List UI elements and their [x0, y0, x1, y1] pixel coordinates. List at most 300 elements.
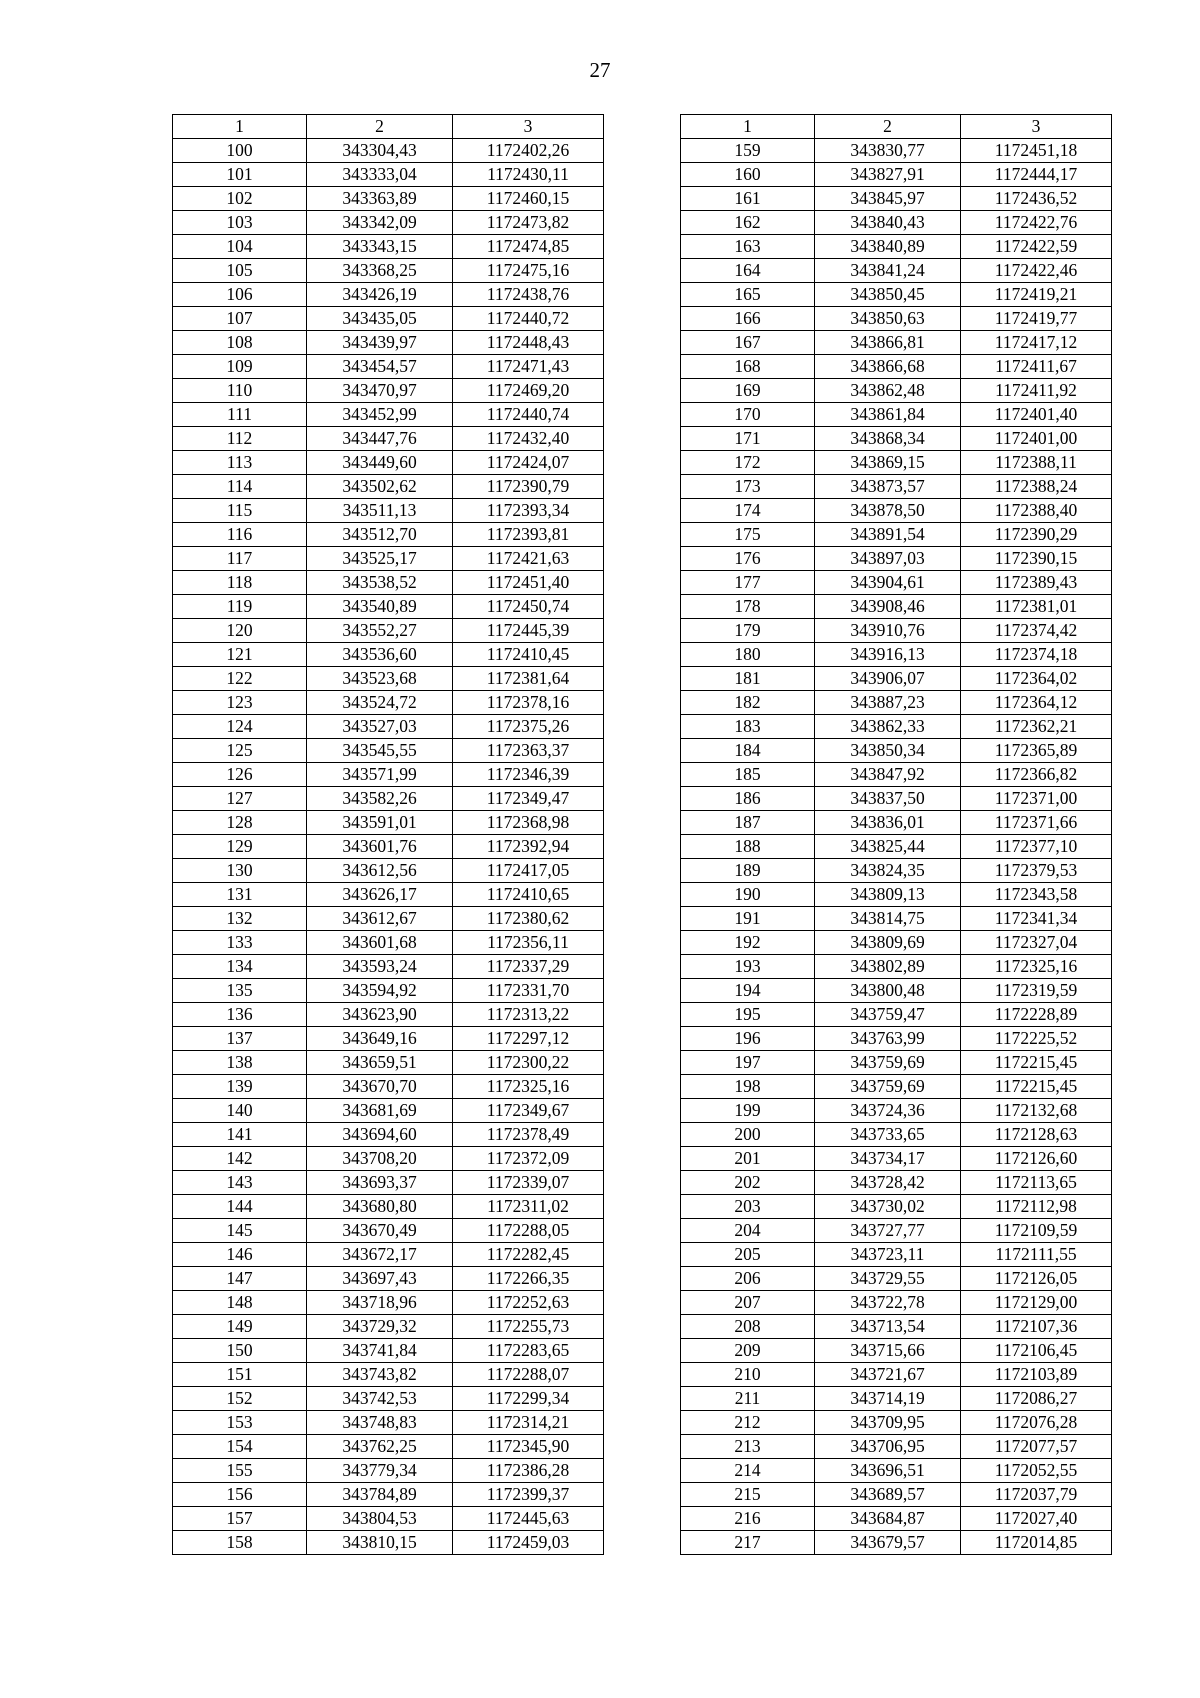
- y-coordinate-cell: 1172448,43: [453, 331, 604, 355]
- y-coordinate-cell: 1172422,46: [961, 259, 1112, 283]
- y-coordinate-cell: 1172402,26: [453, 139, 604, 163]
- point-number-cell: 122: [173, 667, 307, 691]
- x-coordinate-cell: 343802,89: [815, 955, 961, 979]
- table-row: [681, 139, 1112, 163]
- y-coordinate-cell: 1172319,59: [961, 979, 1112, 1003]
- x-coordinate-cell: 343868,34: [815, 427, 961, 451]
- x-coordinate-cell: 343527,03: [307, 715, 453, 739]
- y-coordinate-cell: 1172430,11: [453, 163, 604, 187]
- y-coordinate-cell: 1172389,43: [961, 571, 1112, 595]
- table-row: [173, 475, 604, 499]
- y-coordinate-cell: 1172086,27: [961, 1387, 1112, 1411]
- table-row: [681, 307, 1112, 331]
- table-row: [173, 1411, 604, 1435]
- x-coordinate-cell: 343626,17: [307, 883, 453, 907]
- table-row: [681, 1483, 1112, 1507]
- y-coordinate-cell: 1172450,74: [453, 595, 604, 619]
- table-row: [681, 715, 1112, 739]
- y-coordinate-cell: 1172451,18: [961, 139, 1112, 163]
- x-coordinate-cell: 343342,09: [307, 211, 453, 235]
- table-row: [173, 379, 604, 403]
- x-coordinate-cell: 343887,23: [815, 691, 961, 715]
- header-cell-2: 2: [815, 115, 961, 139]
- point-number-cell: 167: [681, 331, 815, 355]
- point-number-cell: 133: [173, 931, 307, 955]
- point-number-cell: 191: [681, 907, 815, 931]
- x-coordinate-cell: 343862,33: [815, 715, 961, 739]
- x-coordinate-cell: 343861,84: [815, 403, 961, 427]
- point-number-cell: 209: [681, 1339, 815, 1363]
- point-number-cell: 194: [681, 979, 815, 1003]
- point-number-cell: 195: [681, 1003, 815, 1027]
- x-coordinate-cell: 343845,97: [815, 187, 961, 211]
- point-number-cell: 185: [681, 763, 815, 787]
- table-row: [681, 835, 1112, 859]
- y-coordinate-cell: 1172132,68: [961, 1099, 1112, 1123]
- point-number-cell: 146: [173, 1243, 307, 1267]
- y-coordinate-cell: 1172375,26: [453, 715, 604, 739]
- point-number-cell: 162: [681, 211, 815, 235]
- x-coordinate-cell: 343763,99: [815, 1027, 961, 1051]
- table-row: [681, 1507, 1112, 1531]
- y-coordinate-cell: 1172379,53: [961, 859, 1112, 883]
- table-row: [681, 1315, 1112, 1339]
- x-coordinate-cell: 343594,92: [307, 979, 453, 1003]
- table-row: [681, 427, 1112, 451]
- point-number-cell: 156: [173, 1483, 307, 1507]
- point-number-cell: 169: [681, 379, 815, 403]
- y-coordinate-cell: 1172422,59: [961, 235, 1112, 259]
- table-row: [173, 1123, 604, 1147]
- table-row: [681, 1195, 1112, 1219]
- y-coordinate-cell: 1172109,59: [961, 1219, 1112, 1243]
- table-row: [173, 259, 604, 283]
- point-number-cell: 134: [173, 955, 307, 979]
- y-coordinate-cell: 1172215,45: [961, 1051, 1112, 1075]
- point-number-cell: 179: [681, 619, 815, 643]
- y-coordinate-cell: 1172388,11: [961, 451, 1112, 475]
- point-number-cell: 189: [681, 859, 815, 883]
- point-number-cell: 153: [173, 1411, 307, 1435]
- table-row: [173, 1507, 604, 1531]
- y-coordinate-cell: 1172325,16: [961, 955, 1112, 979]
- x-coordinate-cell: 343836,01: [815, 811, 961, 835]
- table-row: [173, 1219, 604, 1243]
- y-coordinate-cell: 1172438,76: [453, 283, 604, 307]
- y-coordinate-cell: 1172106,45: [961, 1339, 1112, 1363]
- x-coordinate-cell: 343680,80: [307, 1195, 453, 1219]
- point-number-cell: 200: [681, 1123, 815, 1147]
- y-coordinate-cell: 1172377,10: [961, 835, 1112, 859]
- x-coordinate-cell: 343709,95: [815, 1411, 961, 1435]
- header-cell-2: 2: [307, 115, 453, 139]
- point-number-cell: 205: [681, 1243, 815, 1267]
- x-coordinate-cell: 343723,11: [815, 1243, 961, 1267]
- y-coordinate-cell: 1172076,28: [961, 1411, 1112, 1435]
- point-number-cell: 107: [173, 307, 307, 331]
- point-number-cell: 165: [681, 283, 815, 307]
- x-coordinate-cell: 343825,44: [815, 835, 961, 859]
- y-coordinate-cell: 1172366,82: [961, 763, 1112, 787]
- point-number-cell: 145: [173, 1219, 307, 1243]
- point-number-cell: 149: [173, 1315, 307, 1339]
- table-row: [681, 1459, 1112, 1483]
- y-coordinate-cell: 1172388,40: [961, 499, 1112, 523]
- y-coordinate-cell: 1172325,16: [453, 1075, 604, 1099]
- x-coordinate-cell: 343552,27: [307, 619, 453, 643]
- y-coordinate-cell: 1172349,47: [453, 787, 604, 811]
- y-coordinate-cell: 1172343,58: [961, 883, 1112, 907]
- coordinates-table-left: [172, 114, 604, 1555]
- point-number-cell: 109: [173, 355, 307, 379]
- x-coordinate-cell: 343850,34: [815, 739, 961, 763]
- point-number-cell: 210: [681, 1363, 815, 1387]
- point-number-cell: 174: [681, 499, 815, 523]
- x-coordinate-cell: 343689,57: [815, 1483, 961, 1507]
- x-coordinate-cell: 343536,60: [307, 643, 453, 667]
- table-row: [173, 715, 604, 739]
- y-coordinate-cell: 1172027,40: [961, 1507, 1112, 1531]
- y-coordinate-cell: 1172419,77: [961, 307, 1112, 331]
- y-coordinate-cell: 1172266,35: [453, 1267, 604, 1291]
- x-coordinate-cell: 343612,56: [307, 859, 453, 883]
- y-coordinate-cell: 1172381,64: [453, 667, 604, 691]
- y-coordinate-cell: 1172422,76: [961, 211, 1112, 235]
- point-number-cell: 181: [681, 667, 815, 691]
- point-number-cell: 150: [173, 1339, 307, 1363]
- table-row: [173, 499, 604, 523]
- x-coordinate-cell: 343724,36: [815, 1099, 961, 1123]
- point-number-cell: 101: [173, 163, 307, 187]
- x-coordinate-cell: 343779,34: [307, 1459, 453, 1483]
- point-number-cell: 202: [681, 1171, 815, 1195]
- x-coordinate-cell: 343759,69: [815, 1051, 961, 1075]
- y-coordinate-cell: 1172113,65: [961, 1171, 1112, 1195]
- y-coordinate-cell: 1172128,63: [961, 1123, 1112, 1147]
- x-coordinate-cell: 343906,07: [815, 667, 961, 691]
- y-coordinate-cell: 1172126,05: [961, 1267, 1112, 1291]
- x-coordinate-cell: 343730,02: [815, 1195, 961, 1219]
- header-cell-1: 1: [173, 115, 307, 139]
- x-coordinate-cell: 343910,76: [815, 619, 961, 643]
- point-number-cell: 171: [681, 427, 815, 451]
- x-coordinate-cell: 343904,61: [815, 571, 961, 595]
- point-number-cell: 139: [173, 1075, 307, 1099]
- y-coordinate-cell: 1172411,92: [961, 379, 1112, 403]
- table-row: [173, 1387, 604, 1411]
- point-number-cell: 212: [681, 1411, 815, 1435]
- point-number-cell: 119: [173, 595, 307, 619]
- point-number-cell: 184: [681, 739, 815, 763]
- table-row: [173, 403, 604, 427]
- y-coordinate-cell: 1172380,62: [453, 907, 604, 931]
- x-coordinate-cell: 343715,66: [815, 1339, 961, 1363]
- x-coordinate-cell: 343623,90: [307, 1003, 453, 1027]
- table-row: [681, 691, 1112, 715]
- point-number-cell: 114: [173, 475, 307, 499]
- table-row: [173, 1339, 604, 1363]
- y-coordinate-cell: 1172300,22: [453, 1051, 604, 1075]
- coordinates-table-right: [680, 114, 1112, 1555]
- y-coordinate-cell: 1172339,07: [453, 1171, 604, 1195]
- point-number-cell: 104: [173, 235, 307, 259]
- table-row: [681, 1411, 1112, 1435]
- header-cell-3: 3: [961, 115, 1112, 139]
- table-row: [173, 787, 604, 811]
- table-row: [681, 1003, 1112, 1027]
- table-row: [173, 955, 604, 979]
- x-coordinate-cell: 343841,24: [815, 259, 961, 283]
- point-number-cell: 187: [681, 811, 815, 835]
- y-coordinate-cell: 1172451,40: [453, 571, 604, 595]
- y-coordinate-cell: 1172126,60: [961, 1147, 1112, 1171]
- x-coordinate-cell: 343696,51: [815, 1459, 961, 1483]
- x-coordinate-cell: 343649,16: [307, 1027, 453, 1051]
- table-row: [681, 811, 1112, 835]
- point-number-cell: 136: [173, 1003, 307, 1027]
- point-number-cell: 106: [173, 283, 307, 307]
- table-row: [681, 955, 1112, 979]
- y-coordinate-cell: 1172331,70: [453, 979, 604, 1003]
- x-coordinate-cell: 343824,35: [815, 859, 961, 883]
- x-coordinate-cell: 343545,55: [307, 739, 453, 763]
- x-coordinate-cell: 343601,68: [307, 931, 453, 955]
- x-coordinate-cell: 343343,15: [307, 235, 453, 259]
- y-coordinate-cell: 1172401,40: [961, 403, 1112, 427]
- point-number-cell: 166: [681, 307, 815, 331]
- point-number-cell: 154: [173, 1435, 307, 1459]
- y-coordinate-cell: 1172349,67: [453, 1099, 604, 1123]
- point-number-cell: 164: [681, 259, 815, 283]
- x-coordinate-cell: 343670,49: [307, 1219, 453, 1243]
- table-row: [681, 571, 1112, 595]
- x-coordinate-cell: 343659,51: [307, 1051, 453, 1075]
- point-number-cell: 207: [681, 1291, 815, 1315]
- table-row: [173, 1267, 604, 1291]
- y-coordinate-cell: 1172390,29: [961, 523, 1112, 547]
- point-number-cell: 206: [681, 1267, 815, 1291]
- point-number-cell: 143: [173, 1171, 307, 1195]
- x-coordinate-cell: 343733,65: [815, 1123, 961, 1147]
- y-coordinate-cell: 1172419,21: [961, 283, 1112, 307]
- point-number-cell: 147: [173, 1267, 307, 1291]
- table-row: [173, 283, 604, 307]
- point-number-cell: 131: [173, 883, 307, 907]
- x-coordinate-cell: 343502,62: [307, 475, 453, 499]
- x-coordinate-cell: 343540,89: [307, 595, 453, 619]
- point-number-cell: 161: [681, 187, 815, 211]
- y-coordinate-cell: 1172362,21: [961, 715, 1112, 739]
- y-coordinate-cell: 1172112,98: [961, 1195, 1112, 1219]
- table-row: [681, 1243, 1112, 1267]
- y-coordinate-cell: 1172346,39: [453, 763, 604, 787]
- x-coordinate-cell: 343693,37: [307, 1171, 453, 1195]
- table-row: [681, 259, 1112, 283]
- table-row: [681, 1387, 1112, 1411]
- table-row: [173, 643, 604, 667]
- point-number-cell: 192: [681, 931, 815, 955]
- point-number-cell: 132: [173, 907, 307, 931]
- y-coordinate-cell: 1172378,49: [453, 1123, 604, 1147]
- point-number-cell: 103: [173, 211, 307, 235]
- x-coordinate-cell: 343840,89: [815, 235, 961, 259]
- page-number: 27: [589, 58, 611, 82]
- table-row: [681, 1171, 1112, 1195]
- table-row: [681, 1099, 1112, 1123]
- x-coordinate-cell: 343697,43: [307, 1267, 453, 1291]
- x-coordinate-cell: 343722,78: [815, 1291, 961, 1315]
- x-coordinate-cell: 343524,72: [307, 691, 453, 715]
- y-coordinate-cell: 1172440,74: [453, 403, 604, 427]
- x-coordinate-cell: 343891,54: [815, 523, 961, 547]
- point-number-cell: 100: [173, 139, 307, 163]
- x-coordinate-cell: 343511,13: [307, 499, 453, 523]
- x-coordinate-cell: 343538,52: [307, 571, 453, 595]
- point-number-cell: 160: [681, 163, 815, 187]
- table-row: [681, 619, 1112, 643]
- x-coordinate-cell: 343743,82: [307, 1363, 453, 1387]
- table-row: [173, 1243, 604, 1267]
- table-row: [173, 883, 604, 907]
- table-row: [173, 331, 604, 355]
- point-number-cell: 188: [681, 835, 815, 859]
- y-coordinate-cell: 1172440,72: [453, 307, 604, 331]
- point-number-cell: 118: [173, 571, 307, 595]
- y-coordinate-cell: 1172337,29: [453, 955, 604, 979]
- table-row: [173, 1147, 604, 1171]
- x-coordinate-cell: 343908,46: [815, 595, 961, 619]
- table-row: [681, 355, 1112, 379]
- table-row: [173, 811, 604, 835]
- y-coordinate-cell: 1172225,52: [961, 1027, 1112, 1051]
- point-number-cell: 216: [681, 1507, 815, 1531]
- x-coordinate-cell: 343447,76: [307, 427, 453, 451]
- y-coordinate-cell: 1172037,79: [961, 1483, 1112, 1507]
- table-row: [681, 1291, 1112, 1315]
- table-row: [173, 1171, 604, 1195]
- y-coordinate-cell: 1172410,65: [453, 883, 604, 907]
- point-number-cell: 175: [681, 523, 815, 547]
- y-coordinate-cell: 1172282,45: [453, 1243, 604, 1267]
- table-row: [681, 1075, 1112, 1099]
- x-coordinate-cell: 343827,91: [815, 163, 961, 187]
- y-coordinate-cell: 1172365,89: [961, 739, 1112, 763]
- table-row: [173, 1291, 604, 1315]
- point-number-cell: 203: [681, 1195, 815, 1219]
- y-coordinate-cell: 1172390,15: [961, 547, 1112, 571]
- table-row: [173, 835, 604, 859]
- point-number-cell: 141: [173, 1123, 307, 1147]
- point-number-cell: 124: [173, 715, 307, 739]
- x-coordinate-cell: 343713,54: [815, 1315, 961, 1339]
- point-number-cell: 128: [173, 811, 307, 835]
- y-coordinate-cell: 1172129,00: [961, 1291, 1112, 1315]
- point-number-cell: 155: [173, 1459, 307, 1483]
- point-number-cell: 123: [173, 691, 307, 715]
- table-row: [173, 1315, 604, 1339]
- x-coordinate-cell: 343869,15: [815, 451, 961, 475]
- x-coordinate-cell: 343582,26: [307, 787, 453, 811]
- x-coordinate-cell: 343862,48: [815, 379, 961, 403]
- y-coordinate-cell: 1172444,17: [961, 163, 1112, 187]
- y-coordinate-cell: 1172103,89: [961, 1363, 1112, 1387]
- y-coordinate-cell: 1172378,16: [453, 691, 604, 715]
- y-coordinate-cell: 1172255,73: [453, 1315, 604, 1339]
- point-number-cell: 138: [173, 1051, 307, 1075]
- y-coordinate-cell: 1172424,07: [453, 451, 604, 475]
- x-coordinate-cell: 343714,19: [815, 1387, 961, 1411]
- point-number-cell: 196: [681, 1027, 815, 1051]
- point-number-cell: 180: [681, 643, 815, 667]
- table-row: [681, 667, 1112, 691]
- table-row: [681, 1051, 1112, 1075]
- x-coordinate-cell: 343523,68: [307, 667, 453, 691]
- point-number-cell: 208: [681, 1315, 815, 1339]
- table-row: [173, 667, 604, 691]
- y-coordinate-cell: 1172471,43: [453, 355, 604, 379]
- x-coordinate-cell: 343810,15: [307, 1531, 453, 1555]
- x-coordinate-cell: 343729,55: [815, 1267, 961, 1291]
- point-number-cell: 126: [173, 763, 307, 787]
- table-row: [173, 163, 604, 187]
- x-coordinate-cell: 343748,83: [307, 1411, 453, 1435]
- point-number-cell: 108: [173, 331, 307, 355]
- table-row: [173, 691, 604, 715]
- y-coordinate-cell: 1172417,05: [453, 859, 604, 883]
- table-row: [173, 187, 604, 211]
- point-number-cell: 116: [173, 523, 307, 547]
- point-number-cell: 102: [173, 187, 307, 211]
- y-coordinate-cell: 1172474,85: [453, 235, 604, 259]
- point-number-cell: 127: [173, 787, 307, 811]
- table-row: [681, 283, 1112, 307]
- table-row: [173, 859, 604, 883]
- x-coordinate-cell: 343512,70: [307, 523, 453, 547]
- y-coordinate-cell: 1172460,15: [453, 187, 604, 211]
- table-row: [681, 163, 1112, 187]
- x-coordinate-cell: 343784,89: [307, 1483, 453, 1507]
- y-coordinate-cell: 1172341,34: [961, 907, 1112, 931]
- table-row: [173, 427, 604, 451]
- x-coordinate-cell: 343426,19: [307, 283, 453, 307]
- table-row: [681, 787, 1112, 811]
- x-coordinate-cell: 343706,95: [815, 1435, 961, 1459]
- x-coordinate-cell: 343762,25: [307, 1435, 453, 1459]
- table-row: [173, 571, 604, 595]
- x-coordinate-cell: 343593,24: [307, 955, 453, 979]
- table-row: [173, 1075, 604, 1099]
- x-coordinate-cell: 343850,63: [815, 307, 961, 331]
- y-coordinate-cell: 1172417,12: [961, 331, 1112, 355]
- x-coordinate-cell: 343847,92: [815, 763, 961, 787]
- table-row: [681, 331, 1112, 355]
- y-coordinate-cell: 1172386,28: [453, 1459, 604, 1483]
- point-number-cell: 211: [681, 1387, 815, 1411]
- y-coordinate-cell: 1172401,00: [961, 427, 1112, 451]
- y-coordinate-cell: 1172288,07: [453, 1363, 604, 1387]
- x-coordinate-cell: 343804,53: [307, 1507, 453, 1531]
- x-coordinate-cell: 343454,57: [307, 355, 453, 379]
- x-coordinate-cell: 343850,45: [815, 283, 961, 307]
- y-coordinate-cell: 1172297,12: [453, 1027, 604, 1051]
- y-coordinate-cell: 1172388,24: [961, 475, 1112, 499]
- point-number-cell: 129: [173, 835, 307, 859]
- x-coordinate-cell: 343814,75: [815, 907, 961, 931]
- point-number-cell: 110: [173, 379, 307, 403]
- point-number-cell: 159: [681, 139, 815, 163]
- x-coordinate-cell: 343435,05: [307, 307, 453, 331]
- point-number-cell: 163: [681, 235, 815, 259]
